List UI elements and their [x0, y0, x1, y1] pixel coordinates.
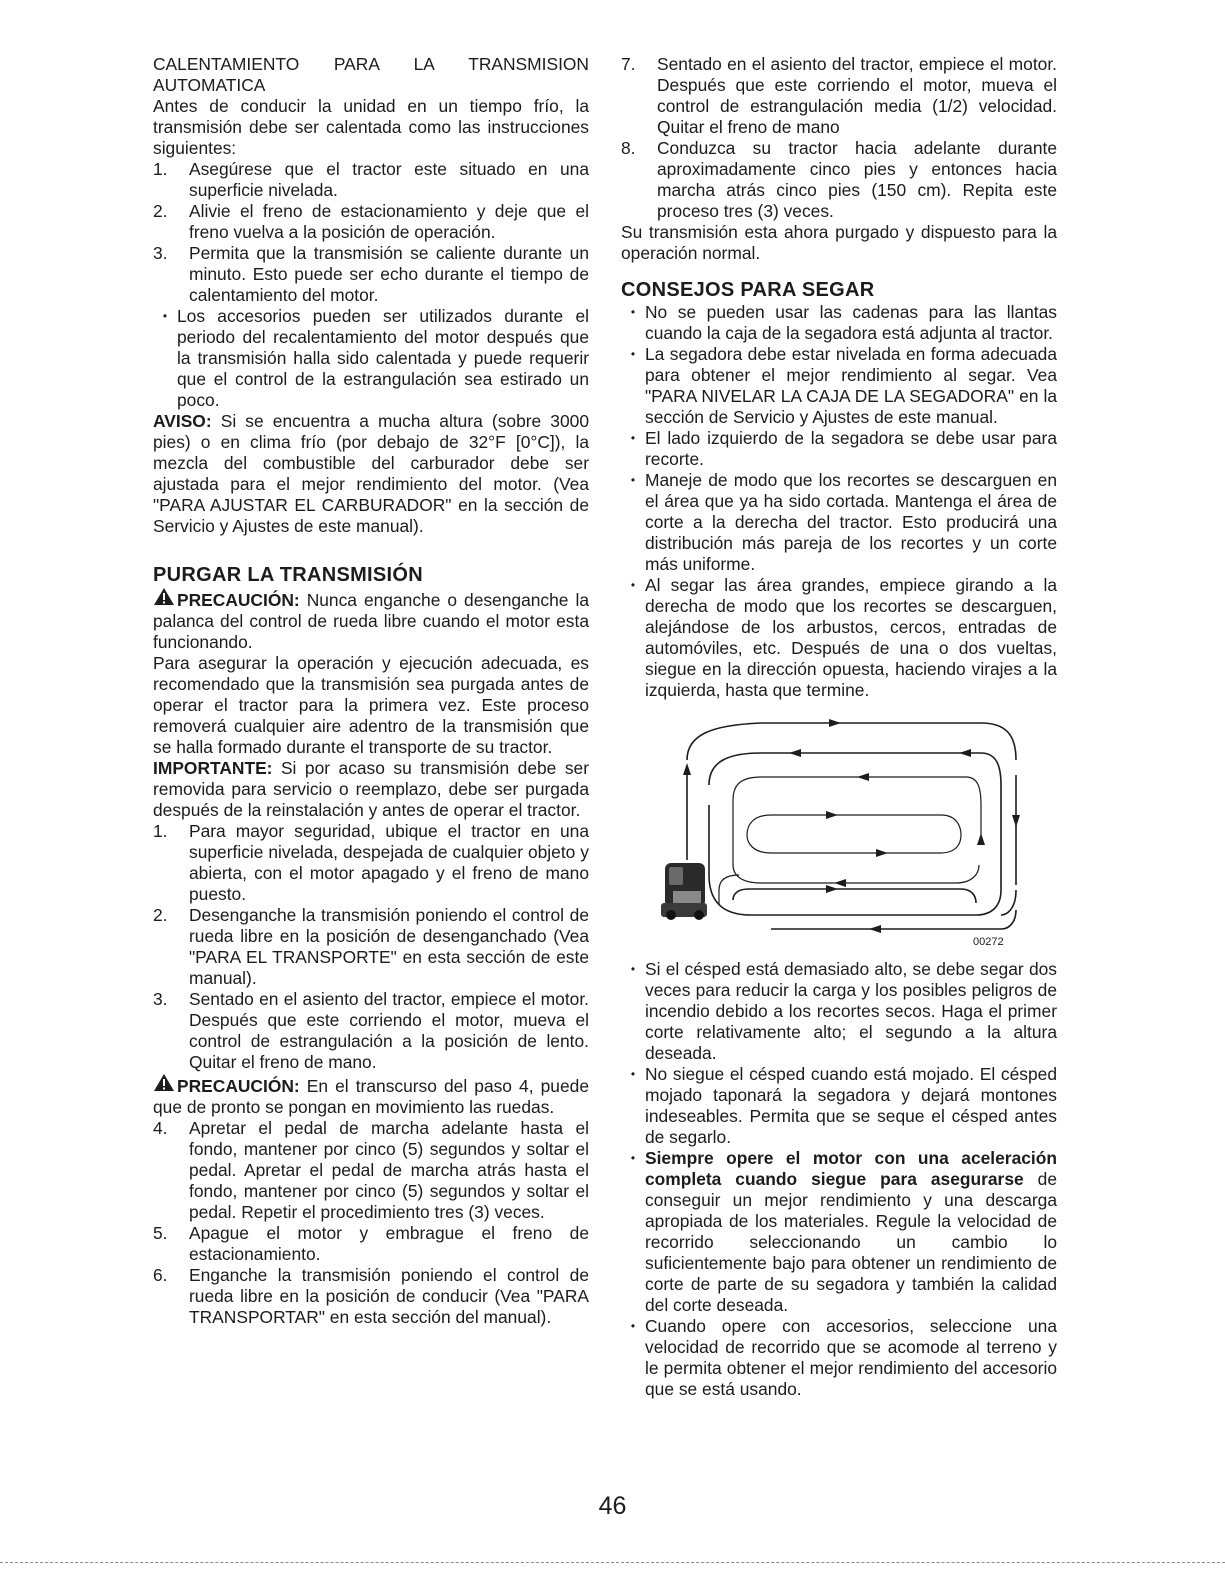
purge-done: Su transmisión esta ahora purgado y dispuesto para la operación normal. — [621, 222, 1057, 263]
caution-1 — [153, 587, 589, 653]
step-text: Sentado en el asiento del tractor, empiece el motor. Después que este corriendo el motor, mueva el control de estrangulación media (1/2) velocidad. Quitar el freno de mano — [657, 54, 1057, 137]
tip-item — [621, 344, 1057, 428]
arrow-up-icon — [683, 763, 691, 775]
purge-paragraph: Para asegurar la operación y ejecución adecuada, es recomendado que la transmisión sea purgada antes de operar el tractor para la primera vez. Este proceso removerá cualquier aire adentro de la transmisión que se halla formado durante el transporte de su tractor. — [153, 653, 589, 757]
caution-text: En el transcurso del paso 4, puede que de pronto se pongan en movimiento las ruedas. — [153, 1076, 589, 1117]
step-number: 2. — [153, 201, 168, 221]
inner-loop-e — [719, 875, 739, 905]
step-number: 5. — [153, 1223, 168, 1243]
tip-item — [621, 1316, 1057, 1400]
purge-step — [153, 1265, 589, 1328]
mowing-pattern-diagram — [621, 715, 1057, 947]
right-column — [621, 54, 1057, 1400]
purge-steps-a — [153, 821, 589, 1073]
bullet-dot-icon: • — [630, 578, 636, 592]
importante-text: Si por acaso su transmisión debe ser removida para servicio o reemplazo, debe ser purgada después de la reinstalación y antes de operar el tractor. — [153, 758, 589, 820]
tip-text: Maneje de modo que los recortes se descarguen en el área que ya ha sido cortada. Mantenga el área de corte a la derecha del tractor. Esto producirá una distribución más pareja de los recortes y un corte más uniforme. — [645, 470, 1057, 574]
purge-step — [153, 1223, 589, 1265]
aviso-note — [153, 411, 589, 537]
purge-step — [153, 905, 589, 989]
warmup-bullets — [153, 306, 589, 411]
bullet-dot-icon: • — [630, 1319, 636, 1333]
arrow-right-icon — [876, 849, 888, 857]
bullet-dot-icon: • — [630, 1151, 636, 1165]
step-number: 3. — [153, 989, 168, 1009]
warmup-steps — [153, 159, 589, 306]
bullet-dot-icon: • — [630, 347, 636, 361]
aviso-label: AVISO: — [153, 411, 212, 431]
arrow-right-icon — [829, 719, 841, 727]
arrow-right-icon — [826, 885, 838, 893]
tip-text: No siegue el césped cuando está mojado. El césped mojado taponará la segadora y dejará montones indeseables. Permita que se seque el césped antes de segarlo. — [645, 1064, 1057, 1147]
step-number: 1. — [153, 159, 168, 179]
bullet-dot-icon: • — [630, 962, 636, 976]
purge-steps-b — [153, 1118, 589, 1328]
arrow-left-icon — [869, 925, 881, 933]
bullet-dot-icon: • — [630, 473, 636, 487]
tips-list-b — [621, 959, 1057, 1400]
tip-item — [621, 302, 1057, 344]
tractor-icon — [661, 863, 707, 920]
second-loop-right — [709, 785, 1001, 915]
arrow-left-icon — [834, 879, 846, 887]
purge-step — [153, 989, 589, 1073]
tip-text: Al segar las área grandes, empiece girando a la derecha de modo que los recortes se descarguen, alejándose de los arbustos, cercos, entradas de automóviles, etc. Después de una o dos vueltas, siegue en la dirección opuesta, haciendo virajes a la izquierda, hasta que termine. — [645, 575, 1057, 700]
caution-text: Nunca enganche o desenganche la palanca del control de rueda libre cuando el motor esta funcionando. — [153, 590, 589, 652]
bullet-dot-icon: • — [162, 309, 168, 323]
bullet-dot-icon: • — [630, 305, 636, 319]
tip-text: Si el césped está demasiado alto, se debe segar dos veces para reducir la carga y los posibles peligros de incendio debido a los recortes secos. Haga el primer corte relativamente alto; el segundo a la altura deseada. — [645, 959, 1057, 1063]
caution-label: PRECAUCIÓN: — [177, 590, 300, 610]
step-text: Alivie el freno de estacionamiento y deje que el freno vuelva a la posición de operación. — [189, 201, 589, 242]
arrow-down-icon — [1012, 815, 1020, 827]
step-text: Sentado en el asiento del tractor, empiece el motor. Después que este corriendo el motor, mueva el control de estrangulación a la posición de lento. Quitar el freno de mano. — [189, 989, 589, 1072]
step-number: 6. — [153, 1265, 168, 1285]
tip-bold-lead: Siempre opere el motor con una aceleración completa cuando siegue para asegurarse — [645, 1148, 1057, 1189]
purge-title: PURGAR LA TRANSMISIÓN — [153, 564, 424, 586]
tip-item — [621, 1148, 1057, 1316]
tip-item — [621, 959, 1057, 1064]
arrow-left-icon — [789, 749, 801, 757]
step-text: Conduzca su tractor hacia adelante durante aproximadamente cinco pies y entonces hacia marcha atrás cinco pies (150 cm). Repita este proceso tres (3) veces. — [657, 138, 1057, 221]
step-number: 1. — [153, 821, 168, 841]
step-text: Para mayor seguridad, ubique el tractor en una superficie nivelada, despejada de cualquier objeto y abierta, con el motor apagado y el freno de mano puesto. — [189, 821, 589, 904]
tip-text: No se pueden usar las cadenas para las llantas cuando la caja de la segadora está adjunta al tractor. — [645, 302, 1057, 343]
purge-step — [621, 138, 1057, 222]
tip-text: La segadora debe estar nivelada en forma adecuada para obtener el mejor rendimiento al segar. Vea "PARA NIVELAR LA CAJA DE LA SEGADORA" en la sección de Servicio y Ajustes de este manual. — [645, 344, 1057, 427]
purge-steps-c — [621, 54, 1057, 222]
inner-loop-f — [733, 889, 976, 903]
step-number: 4. — [153, 1118, 168, 1138]
purge-step — [153, 1118, 589, 1223]
warning-triangle-icon — [153, 1073, 175, 1092]
arrow-right-icon — [826, 811, 838, 819]
page-number: 46 — [598, 1492, 627, 1520]
step-number: 8. — [621, 138, 636, 158]
second-loop-top — [709, 753, 1001, 785]
tip-item — [621, 1064, 1057, 1148]
tip-item — [621, 575, 1057, 701]
bullet-dot-icon: • — [630, 431, 636, 445]
tip-text: El lado izquierdo de la segadora se debe usar para recorte. — [645, 428, 1057, 469]
warmup-step — [153, 159, 589, 201]
arrow-left-icon — [959, 749, 971, 757]
inner-loop-a — [733, 777, 981, 805]
warmup-step — [153, 201, 589, 243]
inner-loop-d — [733, 800, 979, 883]
tip-item — [621, 428, 1057, 470]
outer-bottom-line — [771, 910, 1016, 929]
caution-2 — [153, 1073, 589, 1118]
tips-list-a — [621, 302, 1057, 701]
purge-step — [621, 54, 1057, 138]
importante-label: IMPORTANTE: — [153, 758, 273, 778]
inner-loop-c — [747, 815, 961, 853]
step-text: Enganche la transmisión poniendo el control de rueda libre en la posición de conducir (Vea "PARA TRANSPORTAR" en esta sección del manual). — [189, 1265, 589, 1327]
step-number: 3. — [153, 243, 168, 263]
outer-bottom — [1001, 890, 1016, 915]
bullet-dot-icon: • — [630, 1067, 636, 1081]
step-number: 2. — [153, 905, 168, 925]
step-text: Apretar el pedal de marcha adelante hasta el fondo, mantener por cinco (5) segundos y soltar el pedal. Apretar el pedal de marcha atrás hasta el fondo, mantener por cinco (5) segundos y soltar el pedal. Repetir el procedimiento tres (3) veces. — [189, 1118, 589, 1222]
warning-triangle-icon — [153, 587, 175, 606]
tip-bold-rest: de conseguir un mejor rendimiento y una descarga apropiada de los materiales. Regule la velocidad de recorrido seleccionando un cambio lo suficientemente bajo para obtener un rendimiento de corte de parte de su segadora y también la calidad del corte deseada. — [645, 1169, 1057, 1315]
tip-text — [645, 1148, 1057, 1316]
purge-step — [153, 821, 589, 905]
warmup-intro: Antes de conducir la unidad en un tiempo frío, la transmisión debe ser calentada como las instrucciones siguientes: — [153, 96, 589, 158]
step-number: 7. — [621, 54, 636, 74]
warmup-bullet — [153, 306, 589, 411]
arrow-left-icon — [857, 773, 869, 781]
arrow-up-icon — [977, 833, 985, 845]
importante-note — [153, 758, 589, 821]
diagram-code: 00272 — [973, 936, 1004, 947]
step-text: Apague el motor y embrague el freno de estacionamiento. — [189, 1223, 589, 1264]
step-text: Permita que la transmisión se caliente durante un minuto. Esto puede ser echo durante el tiempo de calentamiento del motor. — [189, 243, 589, 305]
tip-text: Cuando opere con accesorios, seleccione una velocidad de recorrido que se acomode al terreno y le permita obtener el mejor rendimiento del accesorio que se está usando. — [645, 1316, 1057, 1399]
left-column — [153, 54, 589, 1328]
mowing-path-figure — [621, 715, 1057, 947]
bullet-text: Los accesorios pueden ser utilizados durante el periodo del recalentamiento del motor después que la transmisión halla sido calentada y puede requerir que el control de la estrangulación sea estirado un poco. — [177, 306, 589, 410]
step-text: Desenganche la transmisión poniendo el control de rueda libre en la posición de desenganchado (Vea "PARA EL TRANSPORTE" en esta sección de este manual). — [189, 905, 589, 988]
caution-label: PRECAUCIÓN: — [177, 1076, 300, 1096]
tips-title: CONSEJOS PARA SEGAR — [621, 279, 875, 301]
warmup-title: CALENTAMIENTO PARA LA TRANSMISION AUTOMATICA — [153, 54, 589, 95]
aviso-text: Si se encuentra a mucha altura (sobre 3000 pies) o en clima frío (por debajo de 32°F [0°C]), la mezcla del combustible del carburador debe ser ajustada para el mejor rendimiento del motor. (Vea "PARA AJUSTAR EL CARBURADOR" en la sección de Servicio y Ajustes de este manual). — [153, 411, 589, 536]
tip-item — [621, 470, 1057, 575]
step-text: Asegúrese que el tractor este situado en una superficie nivelada. — [189, 159, 589, 200]
page-bottom-rule — [0, 1562, 1225, 1563]
warmup-step — [153, 243, 589, 306]
